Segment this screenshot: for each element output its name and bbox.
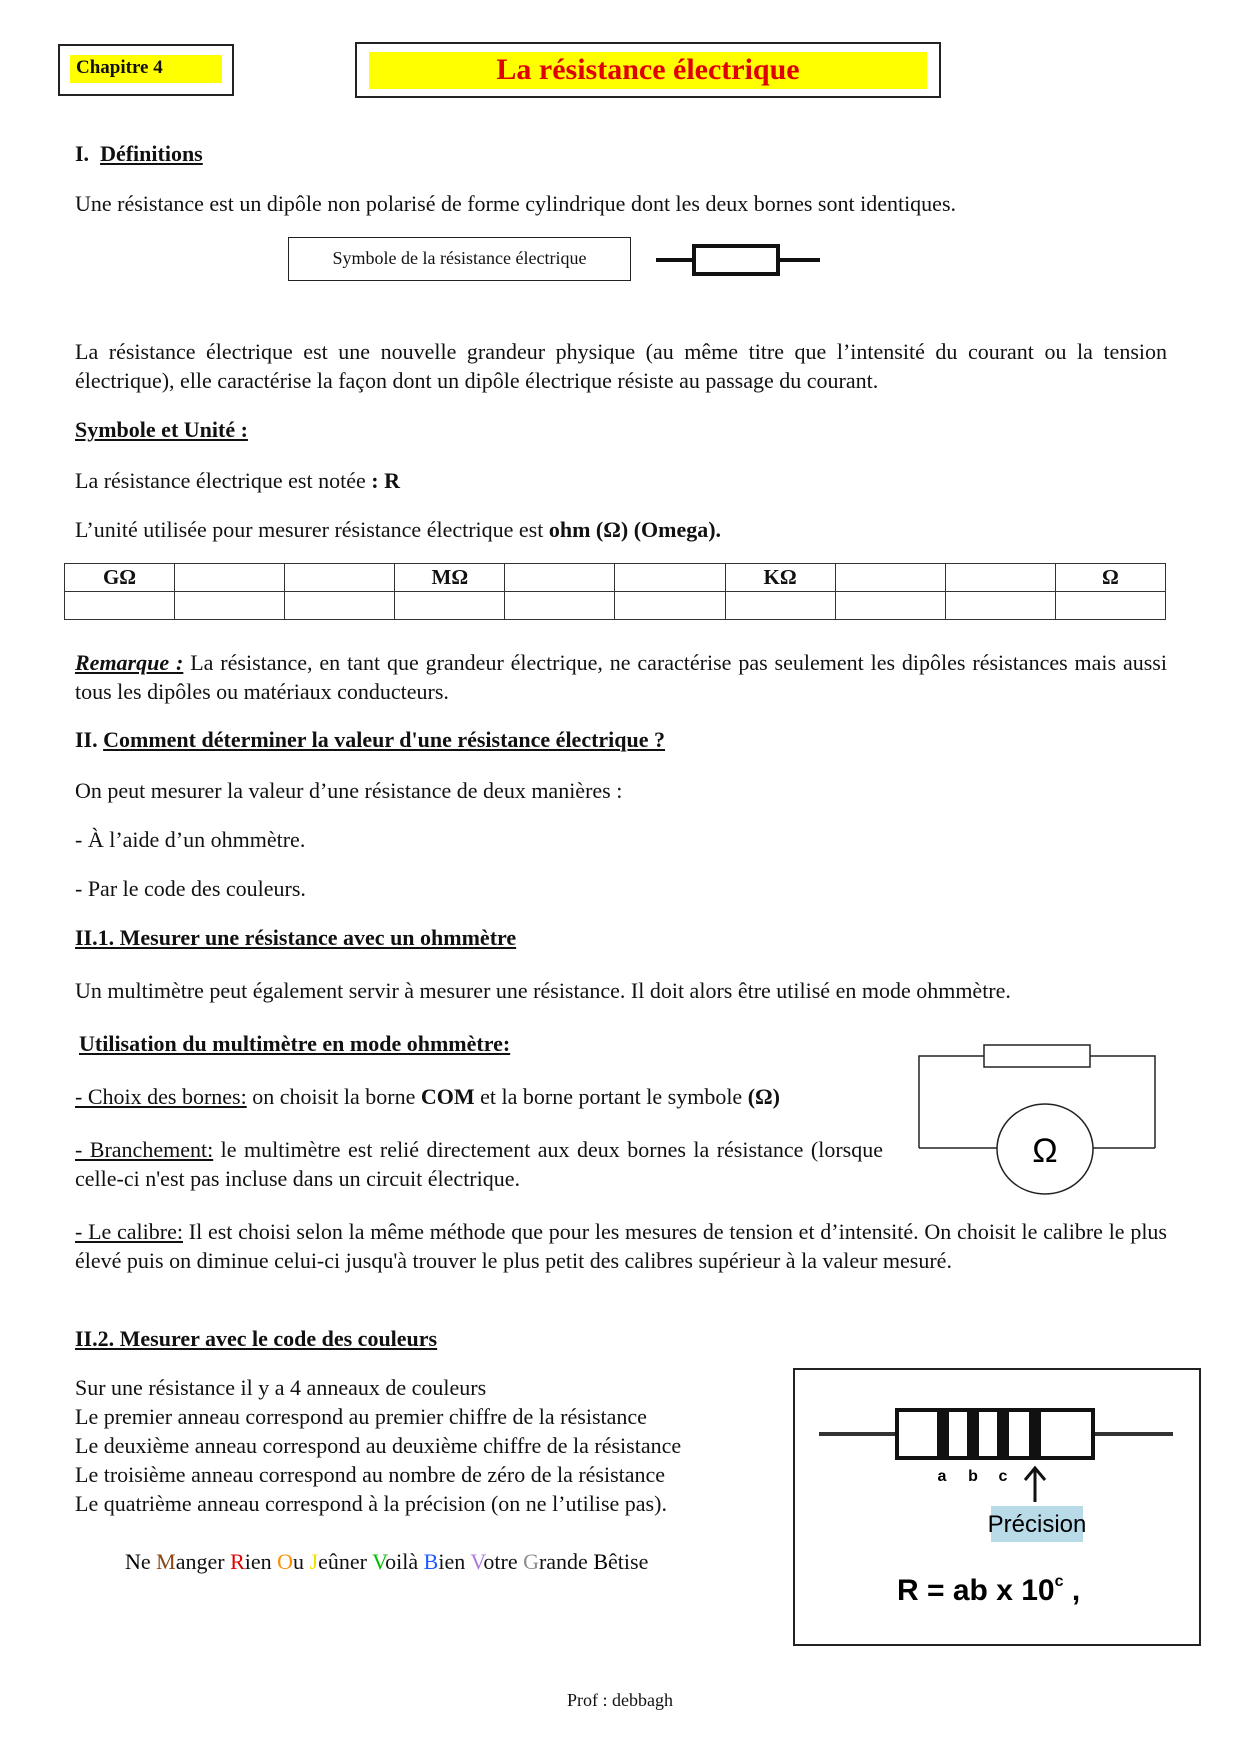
notation-line: La résistance électrique est notée : R	[75, 468, 400, 493]
resistor-symbol-icon	[656, 240, 820, 280]
mnemonic-word: Jeûner	[309, 1549, 373, 1574]
unit-table	[64, 563, 1166, 620]
section-1-title: Définitions	[100, 141, 203, 166]
resistor-shape	[984, 1045, 1090, 1067]
resistor-body	[897, 1410, 1093, 1458]
empty-cell	[615, 592, 725, 620]
empty-cell	[175, 592, 285, 620]
band-label-a: a	[937, 1468, 947, 1485]
list-item: Le deuxième anneau correspond au deuxième chiffre de la résistance	[75, 1433, 682, 1458]
empty-cell	[1055, 592, 1165, 620]
unit-cell	[175, 564, 285, 592]
page-title: La résistance électrique	[496, 53, 800, 86]
unit-cell: MΩ	[395, 564, 505, 592]
unit-cell	[835, 564, 945, 592]
branchement-text: - Branchement: le multimètre est relié directement aux deux bornes la résistance (lorsque celle-ci n'est pas incluse dans un circuit électrique.	[75, 1137, 883, 1191]
section-2-2-heading: II.2. Mesurer avec le code des couleurs	[75, 1326, 438, 1351]
band-label-b: b	[968, 1468, 978, 1485]
table-row	[65, 592, 1166, 620]
empty-cell	[395, 592, 505, 620]
symbol-unit-heading: Symbole et Unité :	[75, 417, 248, 442]
empty-cell	[725, 592, 835, 620]
list-item: Le premier anneau correspond au premier chiffre de la résistance	[75, 1404, 647, 1429]
title-box	[355, 42, 941, 98]
color-code-lines	[75, 1373, 681, 1518]
definition-text: Une résistance est un dipôle non polarisé de forme cylindrique dont les deux bornes sont identiques.	[75, 191, 957, 216]
band-b	[967, 1410, 979, 1458]
remark-label: Remarque :	[75, 650, 184, 675]
unit-cell	[615, 564, 725, 592]
band-label-c: c	[998, 1468, 1008, 1485]
mnemonic-word: Bien	[423, 1549, 471, 1574]
empty-cell	[945, 592, 1055, 620]
empty-cell	[505, 592, 615, 620]
multimeter-text: Un multimètre peut également servir à mesurer une résistance. Il doit alors être utilisé en mode ohmmètre.	[75, 978, 1011, 1003]
section-2-heading: II. Comment déterminer la valeur d'une résistance électrique ?	[75, 727, 666, 752]
list-item: - Par le code des couleurs.	[75, 876, 306, 901]
remark: Remarque : La résistance, en tant que grandeur électrique, ne caractérise pas seulement les dipôles résistances mais aussi tous les dipôles ou matériaux conducteurs.	[75, 650, 1167, 704]
resistance-description: La résistance électrique est une nouvelle grandeur physique (au même titre que l’intensité du courant ou la tension électrique), elle caractérise la façon dont un dipôle électrique résiste au passage du courant.	[75, 339, 1167, 393]
band-c	[997, 1410, 1009, 1458]
list-item: Le troisième anneau correspond au nombre de zéro de la résistance	[75, 1462, 666, 1487]
empty-cell	[285, 592, 395, 620]
ohmmeter-circuit-diagram	[912, 1041, 1162, 1201]
mnemonic	[125, 1549, 648, 1575]
precision-label: Précision	[987, 1511, 1087, 1538]
mnemonic-word: Votre	[470, 1549, 524, 1574]
empty-cell	[65, 592, 175, 620]
chapter-label: Chapitre 4	[76, 57, 163, 78]
unit-cell: GΩ	[65, 564, 175, 592]
mnemonic-word: Manger	[156, 1549, 231, 1574]
unit-cell	[505, 564, 615, 592]
mnemonic-word: Bêtise	[593, 1549, 649, 1574]
usage-heading: Utilisation du multimètre en mode ohmmètre:	[79, 1031, 511, 1056]
list-item: Sur une résistance il y a 4 anneaux de couleurs	[75, 1375, 487, 1400]
chapter-box	[58, 44, 234, 96]
empty-cell	[835, 592, 945, 620]
color-code-diagram	[793, 1368, 1201, 1646]
ohm-symbol: Ω	[1032, 1132, 1058, 1170]
unit-cell	[945, 564, 1055, 592]
mnemonic-word: Rien	[230, 1549, 278, 1574]
band-a	[937, 1410, 949, 1458]
section-2-1-heading: II.1. Mesurer une résistance avec un ohmmètre	[75, 925, 517, 950]
table-row	[65, 564, 1166, 592]
mnemonic-word: Voilà	[372, 1549, 424, 1574]
footer-author: Prof : debbagh	[567, 1690, 673, 1710]
section-1-heading: I. Définitions	[75, 141, 203, 166]
formula: R = ab x 10$^c$ ,	[897, 1573, 1081, 1607]
unit-cell: Ω	[1055, 564, 1165, 592]
band-precision	[1029, 1410, 1041, 1458]
list-item: Le quatrième anneau correspond à la précision (on ne l’utilise pas).	[75, 1491, 667, 1516]
mnemonic-word: Grande	[523, 1549, 594, 1574]
calibre-text: - Le calibre: Il est choisi selon la même méthode que pour les mesures de tension et d’intensité. On choisit le calibre le plus élevé puis on diminue celui-ci jusqu'à trouver le plus petit des calibres supérieur à la valeur mesuré.	[75, 1219, 1167, 1273]
unit-cell	[285, 564, 395, 592]
section-2-intro: On peut mesurer la valeur d’une résistance de deux manières :	[75, 778, 623, 803]
symbol-caption: Symbole de la résistance électrique	[288, 237, 631, 281]
list-item: - À l’aide d’un ohmmètre.	[75, 827, 306, 852]
mnemonic-word: Ou	[277, 1549, 310, 1574]
section-2-title: Comment déterminer la valeur d'une résistance électrique ?	[103, 727, 666, 752]
unit-line: L’unité utilisée pour mesurer résistance électrique est ohm (Ω) (Omega).	[75, 517, 722, 542]
unit-cell: KΩ	[725, 564, 835, 592]
mnemonic-word: Ne	[125, 1549, 157, 1574]
bornes-line: - Choix des bornes: on choisit la borne COM et la borne portant le symbole (Ω)	[75, 1084, 780, 1109]
